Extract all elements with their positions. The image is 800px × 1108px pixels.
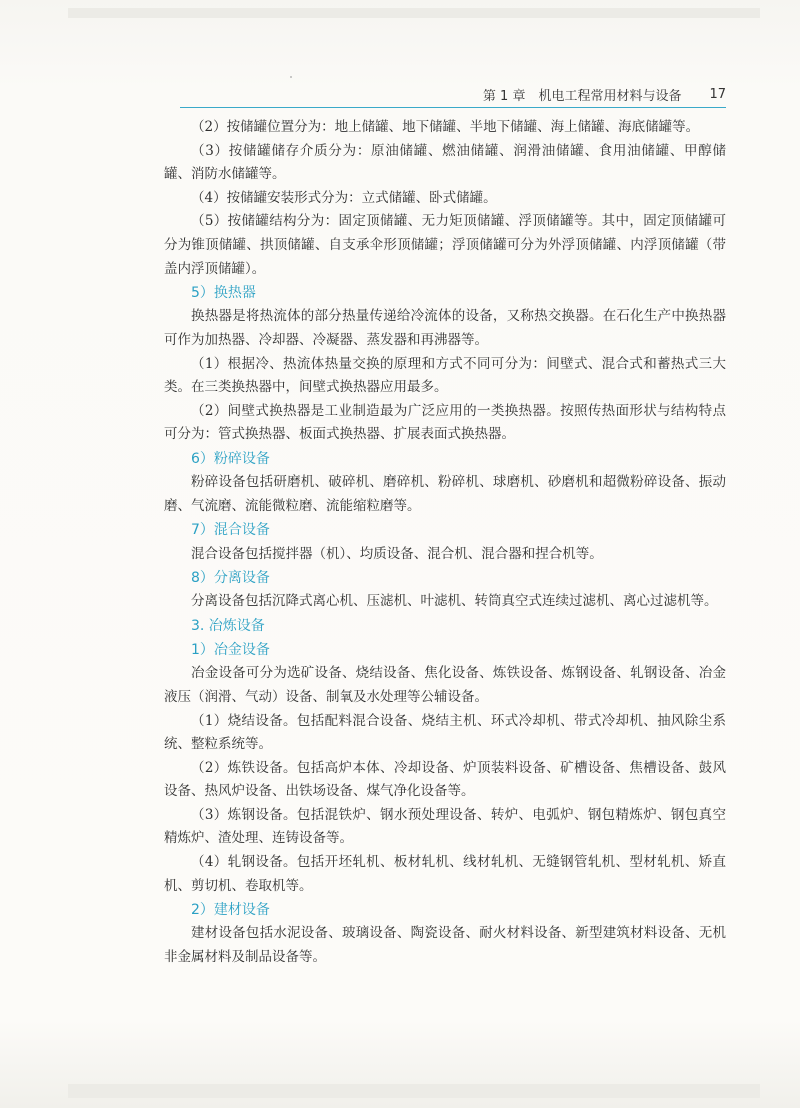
paragraph: （2）炼铁设备。包括高炉本体、冷却设备、炉顶装料设备、矿槽设备、焦槽设备、鼓风设备、热风炉设备、出铁场设备、煤气净化设备等。 [164,759,726,800]
header-rule [180,107,726,108]
chapter-section-heading: 3. 冶炼设备 [191,617,265,634]
section-heading: 1）冶金设备 [191,642,270,659]
section-heading: 8）分离设备 [191,570,270,587]
paragraph: 分离设备包括沉降式离心机、压滤机、叶滤机、转筒真空式连续过滤机、离心过滤机等。 [191,593,718,610]
section-heading: 6）粉碎设备 [191,450,270,467]
paragraph: （3）炼钢设备。包括混铁炉、钢水预处理设备、转炉、电弧炉、钢包精炼炉、钢包真空精炼炉、渣处理、连铸设备等。 [164,806,726,847]
paragraph: 混合设备包括搅拌器（机）、均质设备、混合机、混合器和捏合机等。 [191,545,603,562]
section-heading: 5）换热器 [191,285,256,302]
paragraph: （4）按储罐安装形式分为：立式储罐、卧式储罐。 [191,189,497,206]
paragraph: 建材设备包括水泥设备、玻璃设备、陶瓷设备、耐火材料设备、新型建筑材料设备、无机非金属材料及制品设备等。 [164,925,726,966]
paragraph: （5）按储罐结构分为：固定顶储罐、无力矩顶储罐、浮顶储罐等。其中，固定顶储罐可分为锥顶储罐、拱顶储罐、自支承伞形顶储罐；浮顶储罐可分为外浮顶储罐、内浮顶储罐（带盖内浮顶储罐）。 [164,213,726,277]
scan-edge-top [68,8,760,18]
paragraph: 冶金设备可分为选矿设备、烧结设备、焦化设备、炼铁设备、炼钢设备、轧钢设备、冶金液压（润滑、气动）设备、制氧及水处理等公辅设备。 [164,665,726,705]
paragraph: 粉碎设备包括研磨机、破碎机、磨碎机、粉碎机、球磨机、砂磨机和超微粉碎设备、振动磨、气流磨、流能微粒磨、流能缩粒磨等。 [164,474,726,514]
paragraph: （1）根据冷、热流体热量交换的原理和方式不同可分为：间壁式、混合式和蓄热式三大类。在三类换热器中，间壁式换热器应用最多。 [164,355,726,396]
scan-speck [290,76,292,78]
chapter-title: 第 1 章 机电工程常用材料与设备 [482,88,682,104]
paragraph: （1）烧结设备。包括配料混合设备、烧结主机、环式冷却机、带式冷却机、抽风除尘系统、整粒系统等。 [164,712,726,753]
paragraph: 换热器是将热流体的部分热量传递给冷流体的设备，又称热交换器。在石化生产中换热器可作为加热器、冷却器、冷凝器、蒸发器和再沸器等。 [164,308,726,348]
body-text [164,116,726,970]
paragraph: （2）按储罐位置分为：地上储罐、地下储罐、半地下储罐、海上储罐、海底储罐等。 [191,119,700,135]
paragraph: （3）按储罐储存介质分为：原油储罐、燃油储罐、润滑油储罐、食用油储罐、甲醇储罐、消防水储罐等。 [164,142,726,183]
section-heading: 2）建材设备 [191,902,270,919]
paragraph: （4）轧钢设备。包括开坯轧机、板材轧机、线材轧机、无缝钢管轧机、型材轧机、矫直机、剪切机、卷取机等。 [164,854,726,894]
running-header [180,84,726,104]
paragraph: （2）间壁式换热器是工业制造最为广泛应用的一类换热器。按照传热面形状与结构特点可分为：管式换热器、板面式换热器、扩展表面式换热器。 [164,402,726,443]
page-number: 17 [709,86,726,102]
scan-edge-bottom [68,1084,760,1098]
section-heading: 7）混合设备 [191,522,270,539]
